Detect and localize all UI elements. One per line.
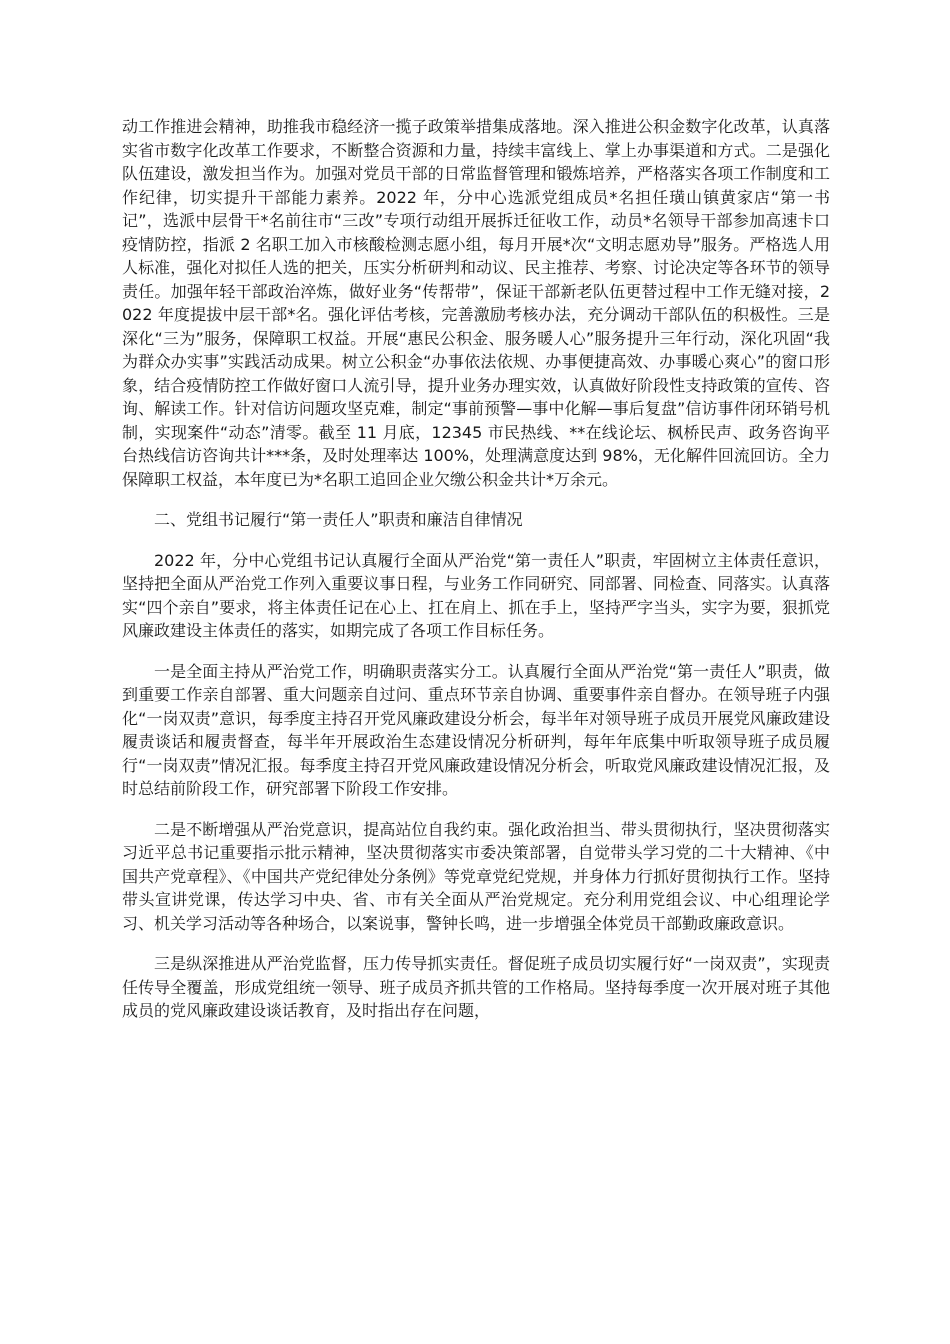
- paragraph-continued: 动工作推进会精神，助推我市稳经济一揽子政策举措集成落地。深入推进公积金数字化改革，认真落实省市数字化改革工作要求，不断整合资源和力量，持续丰富线上、掌上办事渠道和方式。二是强化队伍建设，激发担当作为。加强对党员干部的日常监督管理和锻炼培养，严格落实各项工作制度和工作纪律，切实提升干部能力素养。2022 年，分中心选派党组成员*名担任璜山镇黄家店“第一书记”，选派中层骨干*名前往市“三改”专项行动组开展拆迁征收工作，动员*名领导干部参加高速卡口疫情防控，指派 2 名职工加入市核酸检测志愿小组，每月开展*次“文明志愿劝导”服务。严格选人用人标准，强化对拟任人选的把关，压实分析研判和动议、民主推荐、考察、讨论决定等各环节的领导责任。加强年轻干部政治淬炼，做好业务“传帮带”，保证干部新老队伍更替过程中工作无缝对接，2022 年度提拔中层干部*名。强化评估考核，完善激励考核办法，充分调动干部队伍的积极性。三是深化“三为”服务，保障职工权益。开展“惠民公积金、服务暖人心”服务提升三年行动，深化巩固“我为群众办实事”实践活动成果。树立公积金“办事依法依规、办事便捷高效、办事暖心爽心”的窗口形象，结合疫情防控工作做好窗口人流引导，提升业务办理实效，认真做好阶段性支持政策的宣传、咨询、解读工作。针对信访问题攻坚克难，制定“事前预警—事中化解—事后复盘”信访事件闭环销号机制，实现案件“动态”清零。截至 11 月底，12345 市民热线、**在线论坛、枫桥民声、政务咨询平台热线信访咨询共计***条，及时处理率达 100%，处理满意度达到 98%，无化解件回流回访。全力保障职工权益，本年度已为*名职工追回企业欠缴公积金共计*万余元。: [122, 117, 830, 489]
- paragraph: 2022 年，分中心党组书记认真履行全面从严治党“第一责任人”职责，牢固树立主体责任意识，坚持把全面从严治党工作列入重要议事日程，与业务工作同研究、同部署、同检查、同落实。认真落实“四个亲自”要求，将主体责任记在心上、扛在肩上、抓在手上，坚持严字当头，实字为要，狠抓党风廉政建设主体责任的落实，如期完成了各项工作目标任务。: [122, 550, 830, 640]
- paragraph: 一是全面主持从严治党工作，明确职责落实分工。认真履行全面从严治党“第一责任人”职责，做到重要工作亲自部署、重大问题亲自过问、重点环节亲自协调、重要事件亲自督办。在领导班子内强化“一岗双责”意识，每季度主持召开党风廉政建设分析会，每半年对领导班子成员开展党风廉政建设履责谈话和履责督查，每半年开展政治生态建设情况分析研判，每年年底集中听取领导班子成员履行“一岗双责”情况汇报。每季度主持召开党风廉政建设情况分析会，听取党风廉政建设情况汇报，及时总结前阶段工作，研究部署下阶段工作安排。: [122, 661, 830, 798]
- paragraph: 二是不断增强从严治党意识，提高站位自我约束。强化政治担当、带头贯彻执行，坚决贯彻落实习近平总书记重要指示批示精神，坚决贯彻落实市委决策部署，自觉带头学习党的二十大精神、《中国共产党章程》、《中国共产党纪律处分条例》等党章党纪党规，并身体力行抓好贯彻执行工作。坚持带头宣讲党课，传达学习中央、省、市有关全面从严治党规定。充分利用党组会议、中心组理论学习、机关学习活动等各种场合，以案说事，警钟长鸣，进一步增强全体党员干部勤政廉政意识。: [122, 819, 830, 933]
- paragraph: 三是纵深推进从严治党监督，压力传导抓实责任。督促班子成员切实履行好“一岗双责”，实现责任传导全覆盖，形成党组统一领导、班子成员齐抓共管的工作格局。坚持每季度一次开展对班子其他成员的党风廉政建设谈话教育，及时指出存在问题，: [122, 954, 830, 1020]
- section-heading: 二、党组书记履行“第一责任人”职责和廉洁自律情况: [154, 510, 523, 529]
- document-body: [122, 115, 830, 1040]
